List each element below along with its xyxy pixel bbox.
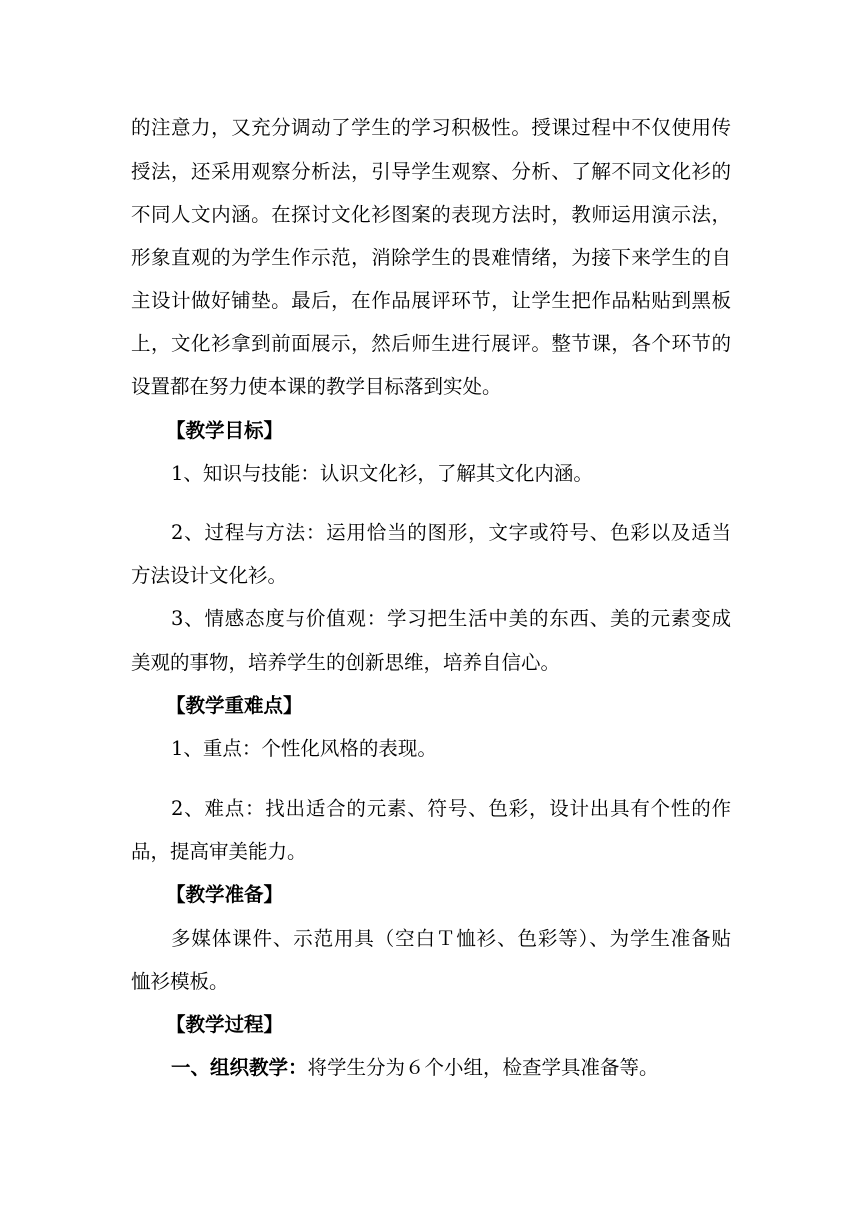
section-heading-goals: 【教学目标】	[166, 419, 284, 442]
goal-item: 2、过程与方法：运用恰当的图形，文字或符号、色彩以及适当	[171, 521, 731, 544]
prep-text-cont: 恤衫模板。	[131, 970, 229, 993]
section-heading-process: 【教学过程】	[166, 1013, 284, 1036]
keypoint-item-cont: 品，提高审美能力。	[131, 840, 307, 863]
paragraph-line: 形象直观的为学生作示范，消除学生的畏难情绪，为接下来学生的自	[131, 246, 731, 269]
process-step-text: 将学生分为６个小组，检查学具准备等。	[307, 1056, 659, 1079]
paragraph-line: 不同人文内涵。在探讨文化衫图案的表现方法时，教师运用演示法，	[131, 203, 731, 226]
paragraph-line: 主设计做好铺垫。最后，在作品展评环节，让学生把作品粘贴到黑板	[131, 289, 731, 312]
paragraph-line: 的注意力，又充分调动了学生的学习积极性。授课过程中不仅使用传	[131, 116, 731, 139]
paragraph-line: 设置都在努力使本课的教学目标落到实处。	[131, 375, 502, 398]
prep-text: 多媒体课件、示范用具（空白Ｔ恤衫、色彩等）、为学生准备贴	[171, 927, 731, 950]
keypoint-item: 1、重点：个性化风格的表现。	[171, 737, 437, 760]
paragraph-line: 上，文化衫拿到前面展示，然后师生进行展评。整节课，各个环节的	[131, 332, 731, 355]
goal-item: 1、知识与技能：认识文化衫，了解其文化内涵。	[171, 462, 593, 485]
goal-item-cont: 方法设计文化衫。	[131, 564, 288, 587]
process-step-label: 一、组织教学：	[171, 1056, 308, 1079]
section-heading-keypoints: 【教学重难点】	[166, 694, 303, 717]
process-step	[171, 1055, 731, 1081]
paragraph-line: 授法，还采用观察分析法，引导学生观察、分析、了解不同文化衫的	[131, 160, 731, 183]
keypoint-item: 2、难点：找出适合的元素、符号、色彩，设计出具有个性的作	[171, 797, 731, 820]
goal-item: 3、情感态度与价值观：学习把生活中美的东西、美的元素变成	[171, 607, 731, 630]
section-heading-prep: 【教学准备】	[166, 883, 284, 906]
goal-item-cont: 美观的事物，培养学生的创新思维，培养自信心。	[131, 651, 561, 674]
